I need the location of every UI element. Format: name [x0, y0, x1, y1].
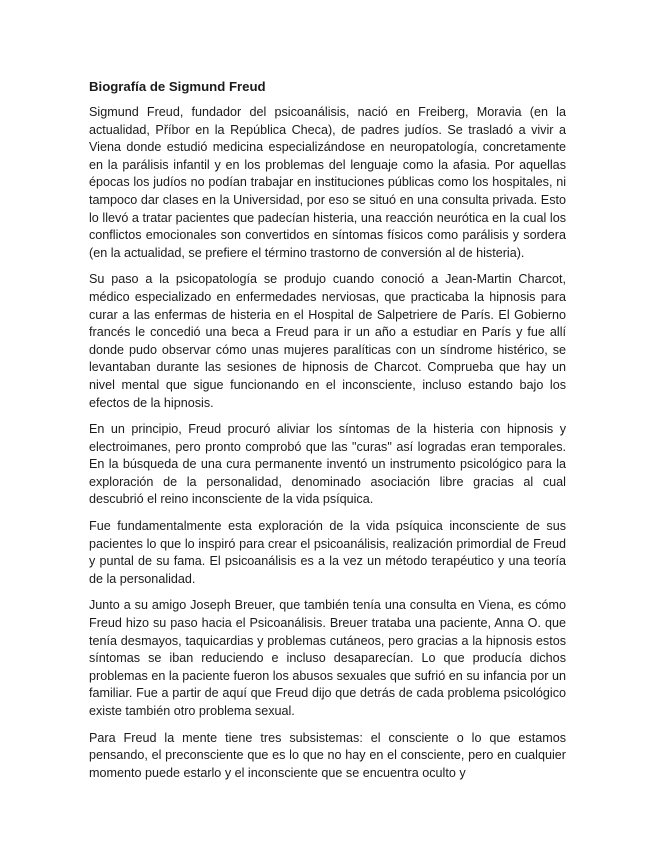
document-title: Biografía de Sigmund Freud	[89, 79, 266, 94]
paragraph-1: Sigmund Freud, fundador del psicoanálisis, nació en Freiberg, Moravia (en la actualidad, Příbor en la República Checa), de padres judíos. Se trasladó a vivir a Viena donde estudió medicina especializándose en neuropatología, concretamente en la parálisis infantil y en los problemas del lenguaje como la afasia. Por aquellas épocas los judíos no podían trabajar en instituciones públicas como los hospitales, ni tampoco dar clases en la Universidad, por eso se situó en una consulta privada. Esto lo llevó a tratar pacientes que padecían histeria, una reacción neurótica en la cual los conflictos emocionales son convertidos en síntomas físicos como parálisis y sordera (en la actualidad, se prefiere el término trastorno de conversión al de histeria).	[89, 105, 566, 260]
paragraph-2: Su paso a la psicopatología se produjo cuando conoció a Jean-Martin Charcot, médico especializado en enfermedades nerviosas, que practicaba la hipnosis para curar a las enfermas de histeria en el Hospital de Salpetriere de París. El Gobierno francés le concedió una beca a Freud para ir un año a estudiar en París y fue allí donde pudo observar cómo unas mujeres paralíticas con un síndrome histérico, se levantaban durante las sesiones de hipnosis de Charcot. Comprueba que hay un nivel mental que sigue funcionando en el inconsciente, incluso estando bajo los efectos de la hipnosis.	[89, 272, 566, 410]
paragraph-6: Para Freud la mente tiene tres subsistemas: el consciente o lo que estamos pensando, el preconsciente que es lo que no hay en el consciente, pero en cualquier momento puede estarlo y el inconsciente que se encuentra oculto y	[89, 730, 566, 780]
paragraph-4: Fue fundamentalmente esta exploración de la vida psíquica inconsciente de sus pacientes lo que lo inspiró para crear el psicoanálisis, realización primordial de Freud y puntal de su fama. El psicoanálisis es a la vez un método terapéutico y una teoría de la personalidad.	[89, 519, 566, 586]
paragraph-5: Junto a su amigo Joseph Breuer, que también tenía una consulta en Viena, es cómo Freud hizo su paso hacia el Psicoanálisis. Breuer trataba una paciente, Anna O. que tenía desmayos, taquicardias y problemas cutáneos, pero gracias a la hipnosis estos síntomas se iban reduciendo e incluso desaparecían. Lo que producía dichos problemas en la paciente fueron los abusos sexuales que sufrió en su infancia por un familiar. Fue a partir de aquí que Freud dijo que detrás de cada problema psicológico existe también otro problema sexual.	[89, 598, 566, 718]
paragraph-3: En un principio, Freud procuró aliviar los síntomas de la histeria con hipnosis y electroimanes, pero pronto comprobó que las "curas" así logradas eran temporales. En la búsqueda de una cura permanente inventó un instrumento psicológico para la exploración de la personalidad, denominado asociación libre gracias al cual descubrió el reino inconsciente de la vida psíquica.	[89, 422, 566, 507]
